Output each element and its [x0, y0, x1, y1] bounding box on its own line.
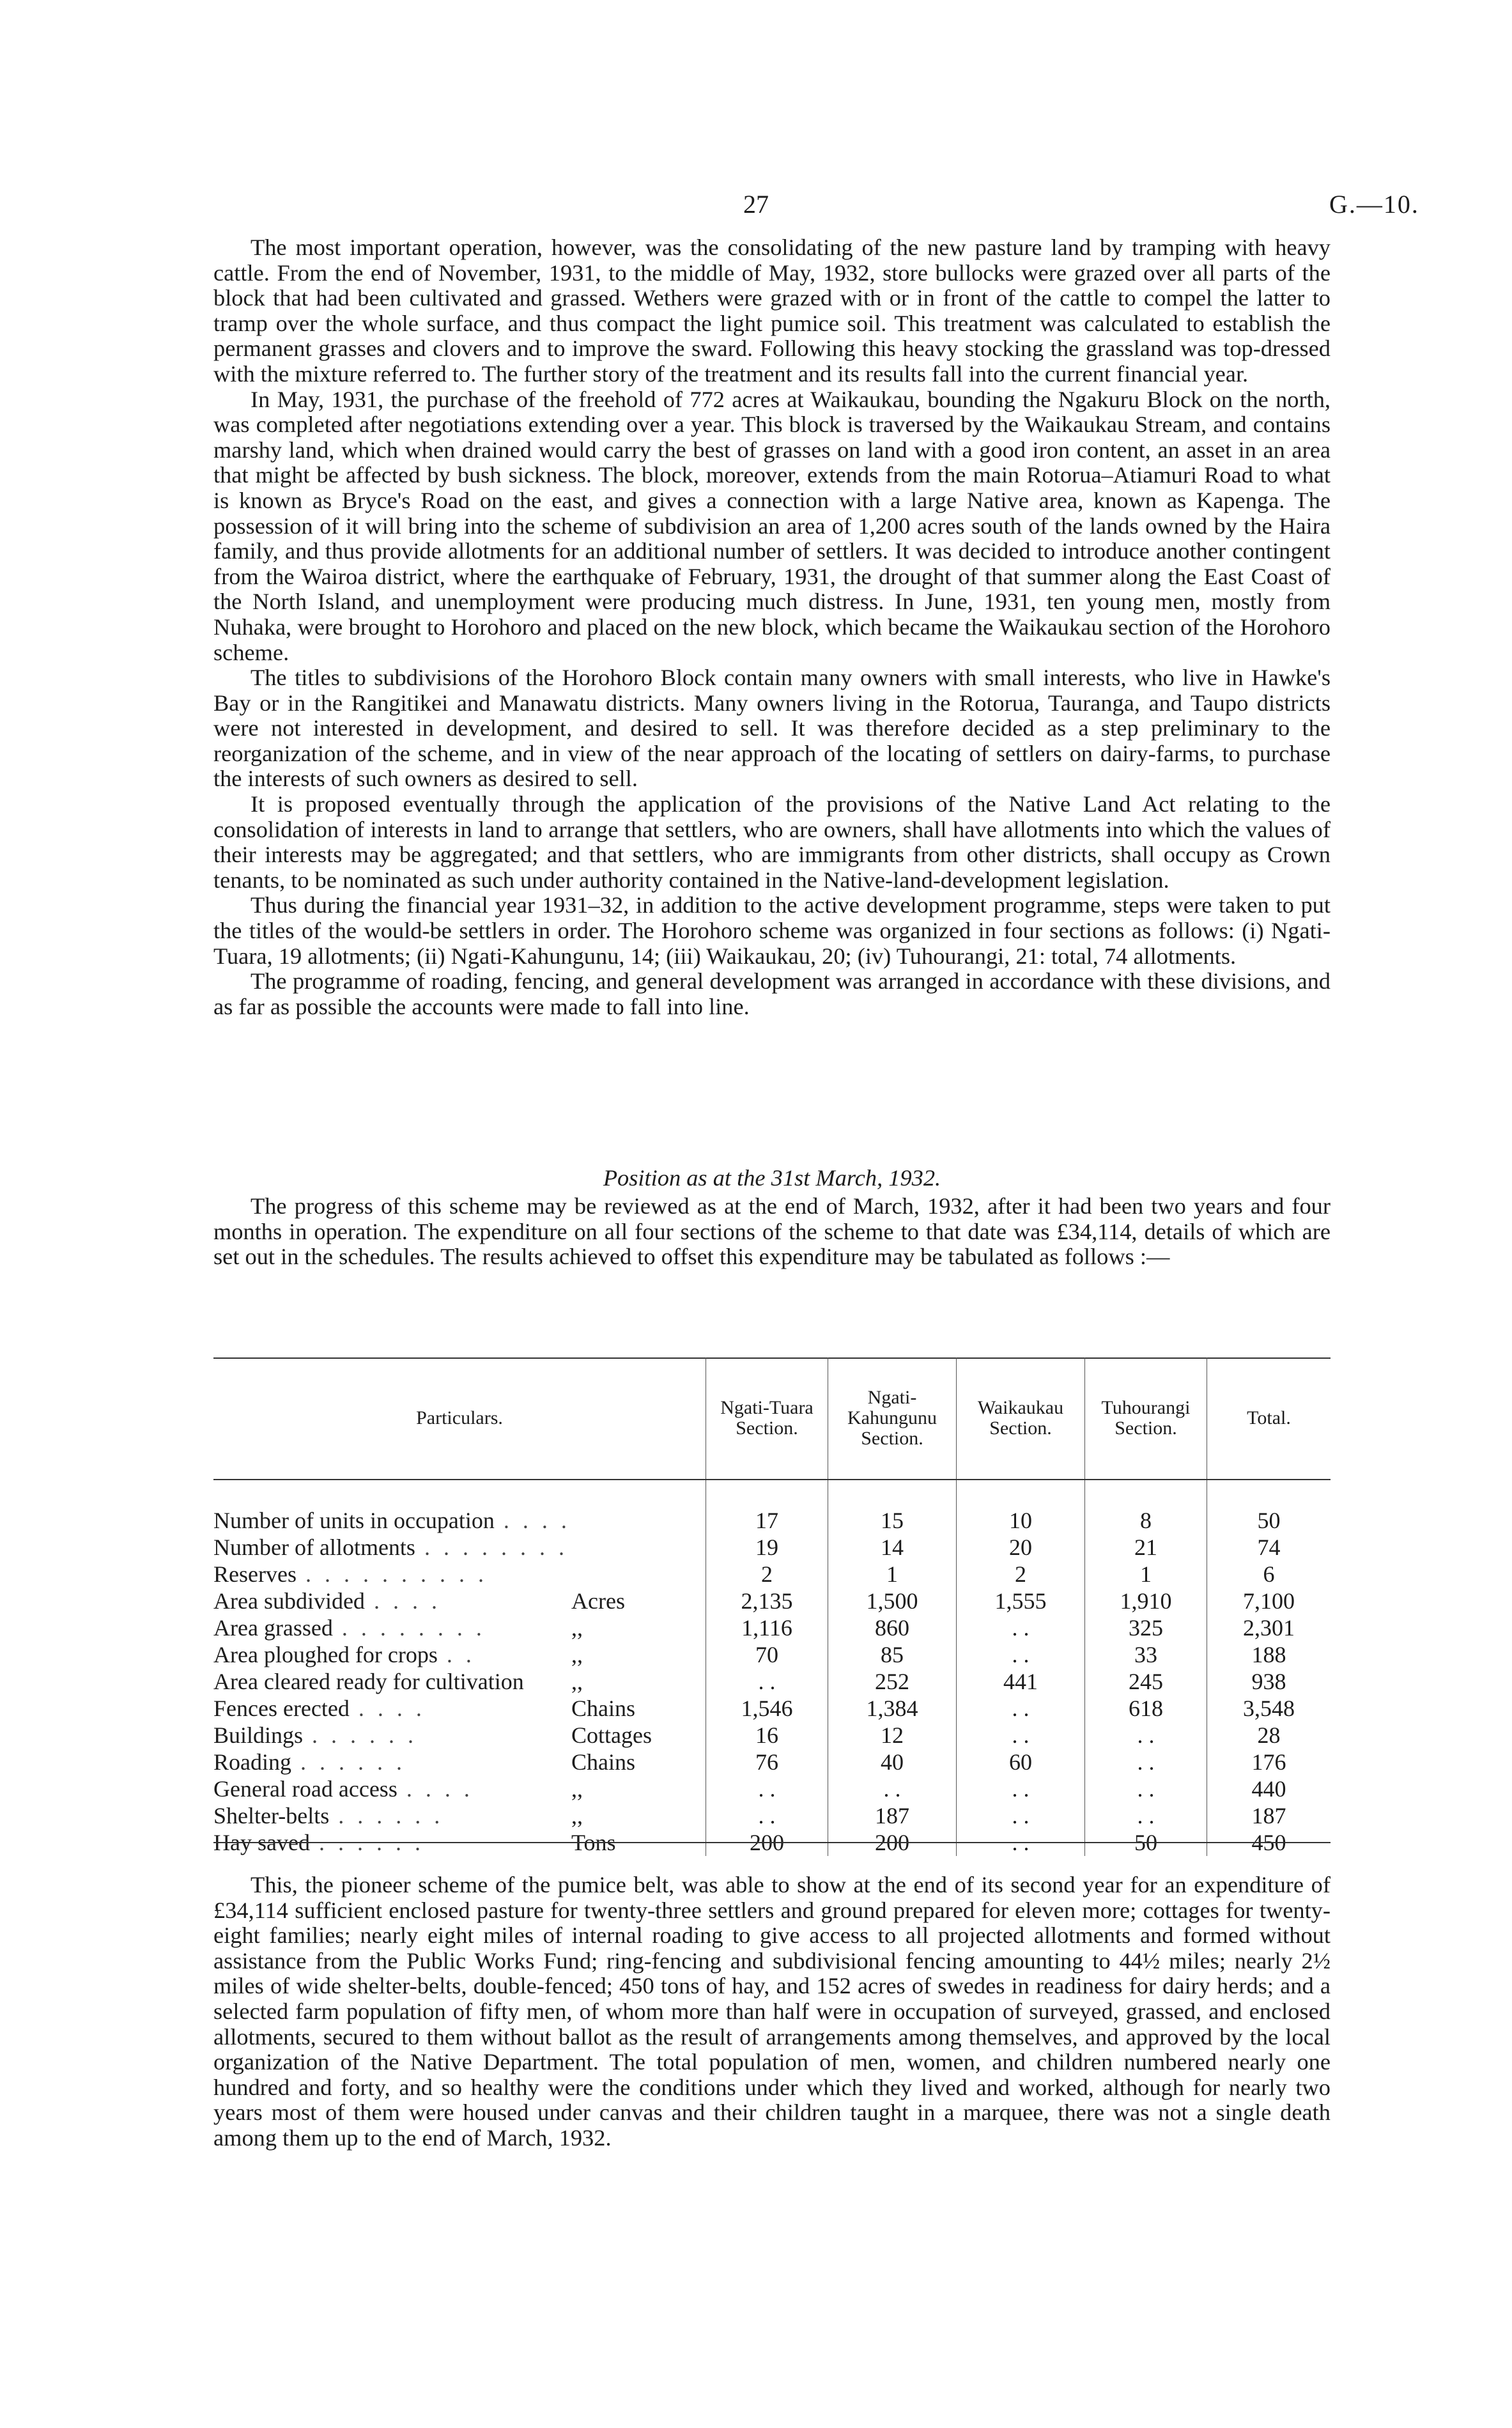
cell-ngati-kahungunu: 200 — [828, 1829, 957, 1856]
row-unit: ,, — [571, 1776, 583, 1802]
table-row — [213, 1507, 1331, 1534]
cell-total: 176 — [1207, 1749, 1331, 1775]
cell-waikaukau: 2 — [957, 1561, 1085, 1588]
row-label-cell — [213, 1775, 706, 1802]
page-number: 27 — [743, 190, 769, 219]
cell-waikaukau: . . — [957, 1695, 1085, 1722]
paragraph: The programme of roading, fencing, and general development was arranged in accordance with these divisions, and as far as possible the accounts were made to fall into line. — [213, 968, 1331, 1019]
table-row — [213, 1561, 1331, 1588]
row-label-cell — [213, 1749, 706, 1775]
row-label: Number of units in occupation — [213, 1508, 495, 1533]
cell-waikaukau: 1,555 — [957, 1588, 1085, 1614]
cell-total: 3,548 — [1207, 1695, 1331, 1722]
cell-ngati-kahungunu: 187 — [828, 1802, 957, 1829]
row-unit: Acres — [571, 1588, 625, 1614]
row-unit: Chains — [571, 1749, 636, 1775]
row-unit: Tons — [571, 1830, 616, 1855]
cell-waikaukau: . . — [957, 1775, 1085, 1802]
cell-waikaukau: 60 — [957, 1749, 1085, 1775]
table-header-row — [213, 1357, 1331, 1480]
row-label: Area subdivided — [213, 1588, 365, 1614]
leader-dots: . . . . . . . . — [341, 1615, 486, 1641]
cell-ngati-kahungunu: 860 — [828, 1614, 957, 1641]
cell-total: 74 — [1207, 1534, 1331, 1561]
table-row — [213, 1534, 1331, 1561]
cell-tuhourangi: 618 — [1085, 1695, 1207, 1722]
cell-ngati-tuara: 70 — [706, 1641, 828, 1668]
cell-tuhourangi: . . — [1085, 1722, 1207, 1749]
leader-dots: . . . . . . — [312, 1722, 418, 1748]
cell-tuhourangi: 8 — [1085, 1507, 1207, 1534]
row-label: Hay saved — [213, 1830, 310, 1855]
row-label: Reserves — [213, 1561, 297, 1587]
cell-tuhourangi: . . — [1085, 1749, 1207, 1775]
results-table — [213, 1357, 1331, 1856]
leader-dots: . . . . . . — [300, 1749, 406, 1775]
leader-dots: . . . . — [373, 1588, 441, 1614]
cell-ngati-tuara: 1,546 — [706, 1695, 828, 1722]
cell-total: 188 — [1207, 1641, 1331, 1668]
header-tuhourangi: Tuhourangi Section. — [1085, 1357, 1207, 1480]
row-label: Fences erected — [213, 1696, 350, 1721]
paragraph: The progress of this scheme may be reviewed as at the end of March, 1932, after it had been two years and four months in operation. The expenditure on all four sections of the scheme to that date was £34,114, details of which are set out in the schedules. The results achieved to offset this expenditure may be tabulated as follows :— — [213, 1193, 1331, 1270]
cell-ngati-tuara: . . — [706, 1668, 828, 1695]
cell-tuhourangi: 21 — [1085, 1534, 1207, 1561]
leader-dots: . . . . — [406, 1776, 474, 1802]
cell-ngati-kahungunu: 252 — [828, 1668, 957, 1695]
cell-total: 440 — [1207, 1775, 1331, 1802]
cell-waikaukau: . . — [957, 1641, 1085, 1668]
cell-ngati-tuara: 2,135 — [706, 1588, 828, 1614]
table-row — [213, 1641, 1331, 1668]
cell-ngati-kahungunu: 12 — [828, 1722, 957, 1749]
table-row — [213, 1668, 1331, 1695]
row-label-cell — [213, 1614, 706, 1641]
cell-waikaukau: . . — [957, 1614, 1085, 1641]
row-unit: ,, — [571, 1615, 583, 1641]
cell-tuhourangi: 33 — [1085, 1641, 1207, 1668]
table-bottom-rule — [213, 1842, 1331, 1843]
row-label-cell — [213, 1561, 706, 1588]
paragraph: The titles to subdivisions of the Horohoro Block contain many owners with small interests, who live in Hawke's Bay or in the Rangitikei and Manawatu districts. Many owners living in the Rotorua, Tauranga, and Taupo districts were not interested in development, and desired to sell. It was therefore decided as a step preliminary to the reorganization of the scheme, and in view of the near approach of the locating of settlers on dairy-farms, to purchase the interests of such owners as desired to sell. — [213, 665, 1331, 792]
table-row — [213, 1614, 1331, 1641]
table-row — [213, 1775, 1331, 1802]
table-row — [213, 1802, 1331, 1829]
cell-ngati-kahungunu: 1,384 — [828, 1695, 957, 1722]
table-row — [213, 1695, 1331, 1722]
closing-text — [213, 1873, 1331, 2151]
cell-ngati-tuara: 76 — [706, 1749, 828, 1775]
row-label-cell — [213, 1588, 706, 1614]
cell-ngati-kahungunu: . . — [828, 1775, 957, 1802]
cell-tuhourangi: . . — [1085, 1802, 1207, 1829]
table-row — [213, 1722, 1331, 1749]
header-ngati-tuara: Ngati-Tuara Section. — [706, 1357, 828, 1480]
cell-ngati-tuara: . . — [706, 1775, 828, 1802]
cell-waikaukau: . . — [957, 1802, 1085, 1829]
row-label-cell — [213, 1668, 706, 1695]
header-waikaukau: Waikaukau Section. — [957, 1357, 1085, 1480]
row-label: Number of allotments — [213, 1535, 415, 1560]
cell-ngati-tuara: 16 — [706, 1722, 828, 1749]
leader-dots: . . . . . . . . . . — [305, 1561, 488, 1587]
paragraph: This, the pioneer scheme of the pumice belt, was able to show at the end of its second year for an expenditure of £34,114 sufficient enclosed pasture for twenty-three settlers and ground prepared for eleven more; cottages for twenty-eight families; nearly eight miles of internal roading to give access to all projected allotments and formed without assistance from the Public Works Fund; ring-fencing and subdivisional fencing amounting to 44½ miles; nearly 2½ miles of wide shelter-belts, double-fenced; 450 tons of hay, and 152 acres of swedes in readiness for dairy herds; and a selected farm population of fifty men, of whom more than half were in occupation of surveyed, grassed, and enclosed allotments, secured to them without ballot as the result of arrangements among themselves, and approved by the local organization of the Native Department. The total population of men, women, and children numbered nearly one hundred and forty, and so healthy were the conditions under which they lived and worked, although for nearly two years most of them were housed under canvas and their children taught in a marquee, there was not a single death among them up to the end of March, 1932. — [213, 1872, 1331, 2151]
row-label: Buildings — [213, 1722, 304, 1748]
leader-dots: . . . . — [503, 1508, 571, 1533]
cell-total: 7,100 — [1207, 1588, 1331, 1614]
cell-total: 6 — [1207, 1561, 1331, 1588]
row-label: Shelter-belts — [213, 1803, 330, 1829]
cell-ngati-tuara: . . — [706, 1802, 828, 1829]
cell-total: 938 — [1207, 1668, 1331, 1695]
row-label: Area ploughed for crops — [213, 1642, 438, 1667]
row-label-cell — [213, 1507, 706, 1534]
row-unit: ,, — [571, 1803, 583, 1829]
cell-ngati-kahungunu: 85 — [828, 1641, 957, 1668]
position-text — [213, 1194, 1331, 1270]
paragraph: Thus during the financial year 1931–32, in addition to the active development programme, steps were taken to put the titles of the would-be settlers in order. The Horohoro scheme was organized in four sections as follows: (i) Ngati-Tuara, 19 allotments; (ii) Ngati-Kahungunu, 14; (iii) Waikaukau, 20; (iv) Tuhourangi, 21: total, 74 allotments. — [213, 892, 1331, 969]
spacer-row — [213, 1480, 1331, 1507]
intro-text — [213, 235, 1331, 1019]
row-label-cell — [213, 1534, 706, 1561]
leader-dots: . . . . — [358, 1696, 426, 1721]
cell-waikaukau: 20 — [957, 1534, 1085, 1561]
cell-tuhourangi: 50 — [1085, 1829, 1207, 1856]
cell-waikaukau: . . — [957, 1722, 1085, 1749]
cell-ngati-tuara: 17 — [706, 1507, 828, 1534]
document-reference: G.—10. — [1329, 190, 1419, 219]
paragraph: The most important operation, however, was the consolidating of the new pasture land by tramping with heavy cattle. From the end of November, 1931, to the middle of May, 1932, store bullocks were grazed over all parts of the block that had been cultivated and grassed. Wethers were grazed with or in front of the cattle to compel the latter to tramp over the whole surface, and thus compact the light pumice soil. This treatment was calculated to establish the permanent grasses and clovers and to improve the sward. Following this heavy stocking the grassland was top-dressed with the mixture referred to. The further story of the treatment and its results fall into the current financial year. — [213, 235, 1331, 387]
cell-ngati-tuara: 19 — [706, 1534, 828, 1561]
header-ngati-kahungunu: Ngati-Kahungunu Section. — [828, 1357, 957, 1480]
cell-waikaukau: 441 — [957, 1668, 1085, 1695]
row-unit: ,, — [571, 1642, 583, 1667]
row-unit: Cottages — [571, 1722, 652, 1748]
row-label-cell — [213, 1722, 706, 1749]
cell-tuhourangi: 245 — [1085, 1668, 1207, 1695]
leader-dots: . . . . . . — [318, 1830, 424, 1855]
cell-ngati-kahungunu: 40 — [828, 1749, 957, 1775]
cell-tuhourangi: 1 — [1085, 1561, 1207, 1588]
page-header — [0, 189, 1512, 221]
header-total: Total. — [1207, 1357, 1331, 1480]
row-label-cell — [213, 1695, 706, 1722]
row-label-cell — [213, 1641, 706, 1668]
section-heading: Position as at the 31st March, 1932. — [603, 1165, 941, 1191]
table-row — [213, 1588, 1331, 1614]
header-particulars: Particulars. — [416, 1407, 503, 1428]
cell-ngati-kahungunu: 1 — [828, 1561, 957, 1588]
row-label: General road access — [213, 1776, 397, 1802]
cell-total: 2,301 — [1207, 1614, 1331, 1641]
cell-ngati-kahungunu: 14 — [828, 1534, 957, 1561]
cell-tuhourangi: 325 — [1085, 1614, 1207, 1641]
row-label: Area grassed — [213, 1615, 333, 1641]
cell-total: 50 — [1207, 1507, 1331, 1534]
cell-ngati-kahungunu: 1,500 — [828, 1588, 957, 1614]
cell-total: 28 — [1207, 1722, 1331, 1749]
cell-ngati-tuara: 200 — [706, 1829, 828, 1856]
leader-dots: . . . . . . — [338, 1803, 444, 1829]
paragraph: It is proposed eventually through the application of the provisions of the Native Land Act relating to the consolidation of interests in land to arrange that settlers, who are owners, shall have allotments into which the values of their interests may be aggregated; and that settlers, who are immigrants from other districts, shall occupy as Crown tenants, to be nominated as such under authority contained in the Native-land-development legislation. — [213, 791, 1331, 893]
row-label: Area cleared ready for cultivation — [213, 1669, 524, 1694]
leader-dots: . . — [446, 1642, 475, 1667]
cell-ngati-kahungunu: 15 — [828, 1507, 957, 1534]
cell-waikaukau: 10 — [957, 1507, 1085, 1534]
row-label: Roading — [213, 1749, 291, 1775]
row-label-cell — [213, 1802, 706, 1829]
cell-total: 450 — [1207, 1829, 1331, 1856]
paragraph: In May, 1931, the purchase of the freehold of 772 acres at Waikaukau, bounding the Ngakuru Block on the north, was completed after negotiations extending over a year. This block is traversed by the Waikaukau Stream, and contains marshy land, which when drained would carry the best of grasses on land with a good iron content, an asset in an area that might be affected by bush sickness. The block, moreover, extends from the main Rotorua–Atiamuri Road to what is known as Bryce's Road on the east, and gives a connection with a large Native area, known as Kapenga. The possession of it will bring into the scheme of subdivision an area of 1,200 acres south of the lands owned by the Haira family, and thus provide allotments for an additional number of settlers. It was decided to introduce another contingent from the Wairoa district, where the earthquake of February, 1931, the drought of that summer along the East Coast of the North Island, and unemployment were producing much distress. In June, 1931, ten young men, mostly from Nuhaka, were brought to Horohoro and placed on the new block, which became the Waikaukau section of the Horohoro scheme. — [213, 386, 1331, 665]
cell-ngati-tuara: 2 — [706, 1561, 828, 1588]
table-row — [213, 1749, 1331, 1775]
cell-tuhourangi: 1,910 — [1085, 1588, 1207, 1614]
cell-ngati-tuara: 1,116 — [706, 1614, 828, 1641]
cell-total: 187 — [1207, 1802, 1331, 1829]
leader-dots: . . . . . . . . — [424, 1535, 568, 1560]
cell-tuhourangi: . . — [1085, 1775, 1207, 1802]
cell-waikaukau: . . — [957, 1829, 1085, 1856]
row-unit: Chains — [571, 1696, 636, 1721]
row-unit: ,, — [571, 1669, 583, 1694]
